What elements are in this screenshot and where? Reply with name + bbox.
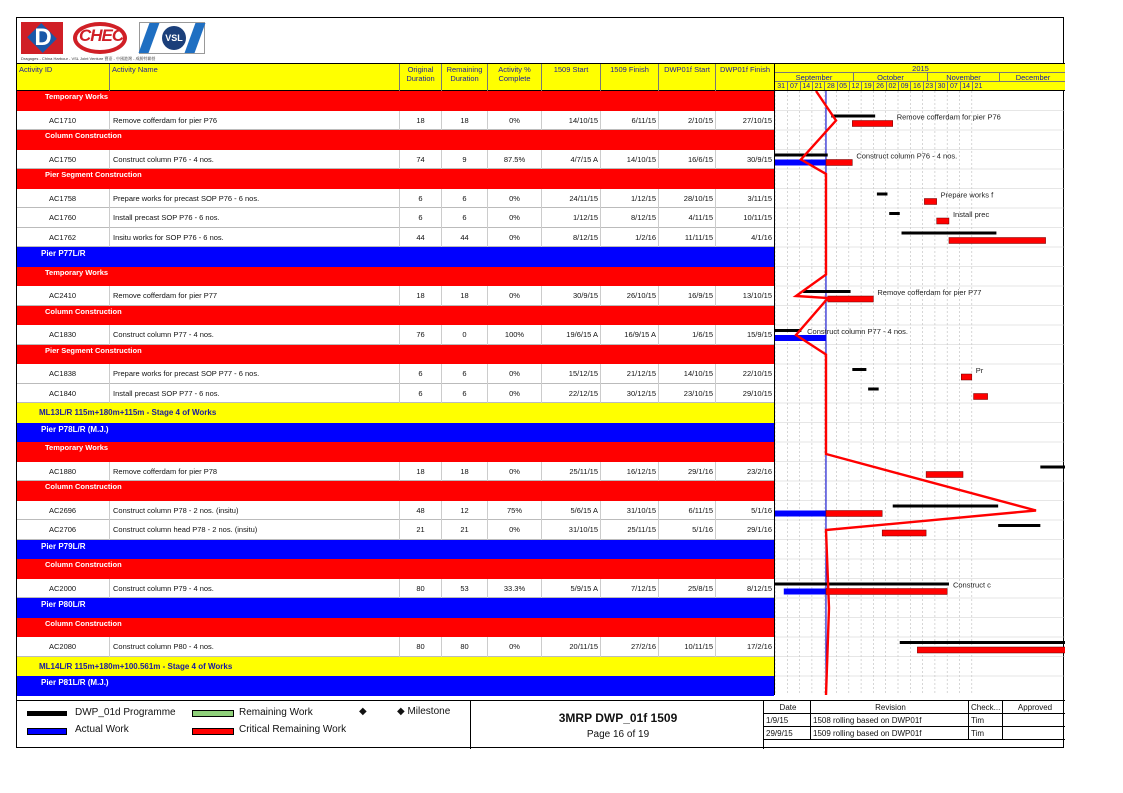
cell-s2: 6/11/15 [658, 501, 715, 521]
critical-bar [826, 511, 882, 517]
baseline-bar [900, 641, 1065, 644]
group-label: Column Construction [45, 618, 122, 628]
cell-name: Insitu works for SOP P76 - 6 nos. [109, 228, 399, 248]
page-number: Page 16 of 19 [586, 729, 650, 740]
cell-f1: 1/12/15 [600, 189, 658, 209]
cell-f1: 7/12/15 [600, 579, 658, 599]
category-group-row[interactable] [17, 306, 774, 326]
cell-name: Construct column P80 - 4 nos. [109, 637, 399, 657]
cell-f1: 30/12/15 [600, 384, 658, 404]
baseline-bar [893, 505, 998, 508]
cell-id: AC1750 [49, 154, 77, 164]
table-row[interactable] [17, 111, 774, 131]
baseline-bar [775, 583, 949, 586]
legend-remaining: Remaining Work [239, 707, 313, 718]
group-label: Temporary Works [45, 267, 109, 277]
table-row[interactable] [17, 325, 774, 345]
legend-critical-swatch [192, 728, 234, 735]
cell-f2: 10/11/15 [715, 208, 774, 228]
cell-s2: 28/10/15 [658, 189, 715, 209]
baseline-bar [852, 368, 866, 371]
cell-f2: 27/10/15 [715, 111, 774, 131]
week-label: 19 [861, 82, 873, 91]
critical-bar [882, 530, 926, 536]
cell-rd: 6 [441, 384, 487, 404]
critical-bar [937, 218, 949, 224]
cell-f1: 31/10/15 [600, 501, 658, 521]
cell-s2: 2/10/15 [658, 111, 715, 131]
cell-pct: 87.5% [487, 150, 541, 170]
cell-od: 80 [399, 579, 441, 599]
baseline-bar [775, 154, 828, 157]
cell-s2: 10/11/15 [658, 637, 715, 657]
table-row[interactable] [17, 208, 774, 228]
rev-row2-approved [1002, 727, 1065, 740]
cell-pct: 0% [487, 228, 541, 248]
category-group-row[interactable] [17, 559, 774, 579]
cell-rd: 80 [441, 637, 487, 657]
cell-name: Construct column head P78 - 2 nos. (insitu) [109, 520, 399, 540]
bar-label: Pr [975, 366, 984, 375]
dragages-logo: D [21, 22, 63, 54]
footer [17, 700, 1065, 748]
week-label: 14 [960, 82, 972, 91]
cell-rd: 0 [441, 325, 487, 345]
category-group-row[interactable] [17, 442, 774, 462]
critical-bar [917, 647, 1065, 653]
cell-s1: 30/9/15 [541, 286, 600, 306]
cell-pct: 75% [487, 501, 541, 521]
activity-table [17, 91, 774, 695]
group-label: Pier P80L/R [41, 600, 86, 609]
col-original-duration[interactable]: Original Duration [399, 64, 441, 91]
baseline-bar [877, 193, 888, 196]
col-remaining-duration[interactable]: Remaining Duration [441, 64, 487, 91]
actual-bar [775, 511, 826, 517]
table-row[interactable] [17, 501, 774, 521]
cell-od: 48 [399, 501, 441, 521]
group-label: Pier Segment Construction [45, 170, 142, 179]
category-group-row[interactable] [17, 267, 774, 287]
cell-rd: 12 [441, 501, 487, 521]
bar-label: Construct column P77 - 4 nos. [807, 327, 909, 336]
legend-actual: Actual Work [75, 724, 129, 735]
week-label: 31 [777, 83, 786, 90]
cell-pct: 0% [487, 189, 541, 209]
cell-rd: 6 [441, 189, 487, 209]
cell-rd: 18 [441, 462, 487, 482]
cell-id: AC1758 [49, 193, 77, 203]
cell-f1: 1/2/16 [600, 228, 658, 248]
cell-pct: 0% [487, 208, 541, 228]
cell-od: 18 [399, 111, 441, 131]
cell-name: Remove cofferdam for pier P76 [109, 111, 399, 131]
cell-f2: 4/1/16 [715, 228, 774, 248]
bar-label: Construct column P76 - 4 nos. [856, 151, 958, 161]
cell-s2: 16/6/15 [658, 150, 715, 170]
bar-label: Construct c [952, 580, 991, 590]
cell-rd: 9 [441, 150, 487, 170]
week-label: 05 [837, 82, 849, 91]
critical-bar [926, 472, 963, 478]
category-group-row[interactable] [17, 169, 774, 189]
group-label: Pier Segment Construction [45, 345, 142, 355]
cell-rd: 6 [441, 208, 487, 228]
baseline-bar [831, 115, 875, 118]
cell-pct: 0% [487, 637, 541, 657]
cell-f1: 26/10/15 [600, 286, 658, 306]
cell-s1: 5/9/15 A [541, 579, 600, 599]
cell-od: 18 [399, 462, 441, 482]
month-november: November [927, 73, 999, 82]
pier-group-row[interactable] [17, 540, 774, 560]
cell-id: AC1710 [49, 115, 77, 125]
cell-od: 44 [399, 228, 441, 248]
category-group-row[interactable] [17, 130, 774, 150]
cell-f1: 27/2/16 [600, 637, 658, 657]
cell-id: AC1760 [49, 213, 77, 222]
table-row[interactable] [17, 228, 774, 248]
cell-rd: 21 [441, 520, 487, 540]
timeline-header [774, 63, 1065, 91]
stage-group-row[interactable] [17, 403, 774, 423]
cell-s2: 16/9/15 [658, 286, 715, 306]
week-label: 21 [812, 82, 824, 91]
group-label: Column Construction [45, 560, 122, 569]
cell-s2: 5/1/16 [658, 520, 715, 540]
cell-f2: 8/12/15 [715, 579, 774, 599]
rev-header-date: Date [764, 701, 810, 714]
table-row[interactable] [17, 579, 774, 599]
cell-s2: 25/8/15 [658, 579, 715, 599]
cell-f2: 13/10/15 [715, 286, 774, 306]
cell-s1: 8/12/15 [541, 228, 600, 248]
cell-id: AC2706 [49, 525, 77, 534]
cell-od: 21 [399, 520, 441, 540]
baseline-bar [803, 290, 850, 293]
joint-venture-text: Dragages - China Harbour - VSL Joint Venture 寶嘉 - 中國港灣 - 威勝特聯營 [21, 56, 156, 61]
cell-f1: 16/9/15 A [600, 325, 658, 345]
week-label: 30 [935, 82, 947, 91]
table-row[interactable] [17, 150, 774, 170]
cell-f2: 29/10/15 [715, 384, 774, 404]
rev-header-approved: Approved [1002, 701, 1065, 714]
rev-row2-revision: 1509 rolling based on DWP01f [810, 727, 968, 740]
bar-label: Remove cofferdam for pier P76 [896, 112, 1001, 122]
cell-f1: 14/10/15 [600, 150, 658, 170]
vsl-logo: VSL [139, 22, 205, 54]
category-group-row[interactable] [17, 481, 774, 501]
group-label: ML13L/R 115m+180m+115m - Stage 4 of Works [39, 408, 217, 417]
cell-name: Install precast SOP P76 - 6 nos. [109, 208, 399, 228]
rev-row1-revision: 1508 rolling based on DWP01f [810, 714, 968, 727]
cell-name: Construct column P77 - 4 nos. [109, 325, 399, 345]
cell-rd: 18 [441, 286, 487, 306]
group-label: Pier P81L/R (M.J.) [41, 678, 109, 687]
cell-id: AC1840 [49, 388, 77, 398]
cell-s2: 23/10/15 [658, 384, 715, 404]
col-dwp-finish[interactable]: DWP01f Finish [715, 64, 774, 91]
rev-row1-approved [1002, 714, 1065, 727]
week-label: 12 [849, 82, 861, 91]
legend-dwp: DWP_01d Programme [75, 707, 176, 718]
critical-bar [924, 199, 936, 205]
rev-header-revision: Revision [810, 701, 968, 714]
week-label: 02 [886, 82, 898, 91]
month-october: October [853, 73, 927, 82]
cell-pct: 0% [487, 364, 541, 384]
col-1509-start[interactable]: 1509 Start [541, 64, 600, 91]
group-label: Pier P78L/R (M.J.) [41, 424, 109, 434]
table-row[interactable] [17, 384, 774, 404]
cell-od: 6 [399, 364, 441, 384]
category-group-row[interactable] [17, 618, 774, 638]
pier-group-row[interactable] [17, 247, 774, 267]
col-dwp-start[interactable]: DWP01f Start [658, 64, 715, 91]
cell-f1: 8/12/15 [600, 208, 658, 228]
cell-f1: 21/12/15 [600, 364, 658, 384]
group-label: Temporary Works [45, 443, 109, 452]
bar-label: Install prec [952, 210, 990, 219]
cell-id: AC2080 [49, 642, 77, 651]
cell-s1: 19/6/15 A [541, 325, 600, 345]
pier-group-row[interactable] [17, 598, 774, 618]
month-september: September [775, 73, 853, 82]
month-december: December [999, 73, 1065, 82]
cell-od: 6 [399, 384, 441, 404]
table-header [17, 63, 774, 91]
cell-pct: 0% [487, 286, 541, 306]
cell-name: Remove cofferdam for pier P77 [109, 286, 399, 306]
col-activity-id[interactable]: Activity ID [19, 65, 53, 74]
cell-s1: 22/12/15 [541, 384, 600, 404]
cell-rd: 18 [441, 111, 487, 131]
baseline-bar [889, 212, 900, 215]
baseline-bar [902, 232, 997, 235]
legend-milestone: ◆ Milestone [397, 706, 451, 717]
cell-s1: 4/7/15 A [541, 150, 600, 170]
schedule-sheet [16, 17, 1064, 748]
cell-od: 6 [399, 208, 441, 228]
cell-pct: 33.3% [487, 579, 541, 599]
critical-bar [826, 589, 947, 595]
cell-s1: 25/11/15 [541, 462, 600, 482]
cell-s2: 4/11/15 [658, 208, 715, 228]
cell-od: 80 [399, 637, 441, 657]
cell-rd: 6 [441, 364, 487, 384]
cell-pct: 0% [487, 384, 541, 404]
week-label: 14 [800, 82, 812, 91]
milestone-icon: ◆ [359, 706, 367, 717]
title-block [470, 701, 764, 749]
cell-f2: 22/10/15 [715, 364, 774, 384]
critical-bar [961, 374, 972, 380]
week-label: 07 [787, 82, 799, 91]
rev-row2-date: 29/9/15 [764, 727, 810, 740]
cell-pct: 0% [487, 520, 541, 540]
rev-row2-check: Tim [968, 727, 1002, 740]
rev-row1-date: 1/9/15 [764, 714, 810, 727]
week-label: 26 [873, 82, 885, 91]
cell-s1: 31/10/15 [541, 520, 600, 540]
gantt-chart [774, 91, 1065, 695]
cell-id: AC2696 [49, 505, 77, 515]
category-group-row[interactable] [17, 345, 774, 365]
cell-f1: 6/11/15 [600, 111, 658, 131]
cell-f2: 29/1/16 [715, 520, 774, 540]
cell-f2: 30/9/15 [715, 150, 774, 170]
cell-rd: 44 [441, 228, 487, 248]
week-label: 16 [910, 82, 922, 91]
cell-f2: 17/2/16 [715, 637, 774, 657]
gantt-svg [775, 91, 1065, 695]
rev-row1-check: Tim [968, 714, 1002, 727]
cell-pct: 0% [487, 111, 541, 131]
cell-rd: 53 [441, 579, 487, 599]
revision-table [764, 701, 1065, 749]
table-row[interactable] [17, 637, 774, 657]
baseline-bar [998, 524, 1040, 527]
legend-dwp-swatch [27, 711, 67, 716]
cell-s1: 14/10/15 [541, 111, 600, 131]
cell-name: Construct column P78 - 2 nos. (insitu) [109, 501, 399, 521]
chec-logo: CHEC [73, 22, 129, 54]
cell-s2: 1/6/15 [658, 325, 715, 345]
timeline-year: 2015 [775, 64, 1065, 73]
report-title: 3MRP DWP_01f 1509 [558, 711, 678, 725]
bar-label: Prepare works f [940, 190, 994, 200]
cell-f2: 23/2/16 [715, 462, 774, 482]
stage-group-row[interactable] [17, 657, 774, 677]
table-row[interactable] [17, 286, 774, 306]
cell-f2: 3/11/15 [715, 189, 774, 209]
cell-id: AC1830 [49, 330, 77, 339]
table-row[interactable] [17, 189, 774, 209]
cell-s2: 11/11/15 [658, 228, 715, 248]
actual-bar [784, 589, 826, 595]
cell-s1: 15/12/15 [541, 364, 600, 384]
pier-group-row[interactable] [17, 676, 774, 696]
cell-name: Remove cofferdam for pier P78 [109, 462, 399, 482]
legend-remaining-swatch [192, 710, 234, 717]
group-label: Temporary Works [45, 92, 109, 101]
category-group-row[interactable] [17, 91, 774, 111]
cell-id: AC1762 [49, 232, 77, 242]
cell-s1: 5/6/15 A [541, 501, 600, 521]
cell-name: Prepare works for precast SOP P76 - 6 nos. [109, 189, 399, 209]
cell-od: 76 [399, 325, 441, 345]
pier-group-row[interactable] [17, 423, 774, 443]
cell-od: 6 [399, 189, 441, 209]
cell-s1: 1/12/15 [541, 208, 600, 228]
bar-label: Remove cofferdam for pier P77 [877, 288, 982, 297]
table-row[interactable] [17, 520, 774, 540]
cell-id: AC2410 [49, 291, 77, 300]
col-activity-complete[interactable]: Activity % Complete [487, 64, 541, 91]
col-activity-name[interactable]: Activity Name [109, 64, 399, 91]
week-label: 28 [824, 82, 836, 91]
cell-id: AC1880 [49, 466, 77, 476]
cell-s1: 20/11/15 [541, 637, 600, 657]
cell-name: Construct column P76 - 4 nos. [109, 150, 399, 170]
cell-s1: 24/11/15 [541, 189, 600, 209]
legend-actual-swatch [27, 728, 67, 735]
cell-id: AC2000 [49, 583, 77, 593]
cell-s2: 14/10/15 [658, 364, 715, 384]
col-1509-finish[interactable]: 1509 Finish [600, 64, 658, 91]
cell-od: 18 [399, 286, 441, 306]
week-label: 21 [972, 82, 984, 91]
cell-f1: 16/12/15 [600, 462, 658, 482]
cell-s2: 29/1/16 [658, 462, 715, 482]
cell-name: Construct column P79 - 4 nos. [109, 579, 399, 599]
cell-name: Prepare works for precast SOP P77 - 6 nos. [109, 364, 399, 384]
cell-f1: 25/11/15 [600, 520, 658, 540]
critical-bar [852, 121, 892, 127]
critical-bar [828, 296, 874, 302]
logo-bar [17, 18, 1065, 62]
cell-id: AC1838 [49, 369, 77, 378]
week-label: 09 [898, 82, 910, 91]
group-label: Pier P77L/R [41, 249, 86, 258]
critical-bar [974, 394, 988, 400]
table-row[interactable] [17, 364, 774, 384]
cell-od: 74 [399, 150, 441, 170]
cell-name: Install precast SOP P77 - 6 nos. [109, 384, 399, 404]
group-label: Column Construction [45, 131, 122, 140]
group-label: Pier P79L/R [41, 541, 86, 551]
critical-bar [949, 238, 1046, 244]
table-row[interactable] [17, 462, 774, 482]
group-label: Column Construction [45, 482, 122, 491]
critical-bar [826, 160, 852, 166]
legend-critical: Critical Remaining Work [239, 724, 347, 735]
rev-header-check: Check... [968, 701, 1002, 714]
group-label: ML14L/R 115m+180m+100.561m - Stage 4 of Works [39, 661, 233, 671]
baseline-bar [868, 388, 879, 391]
baseline-bar [1040, 466, 1065, 469]
group-label: Column Construction [45, 306, 122, 316]
cell-pct: 100% [487, 325, 541, 345]
cell-pct: 0% [487, 462, 541, 482]
week-label: 07 [947, 82, 959, 91]
cell-f2: 5/1/16 [715, 501, 774, 521]
cell-f2: 15/9/15 [715, 325, 774, 345]
week-label: 23 [923, 82, 935, 91]
